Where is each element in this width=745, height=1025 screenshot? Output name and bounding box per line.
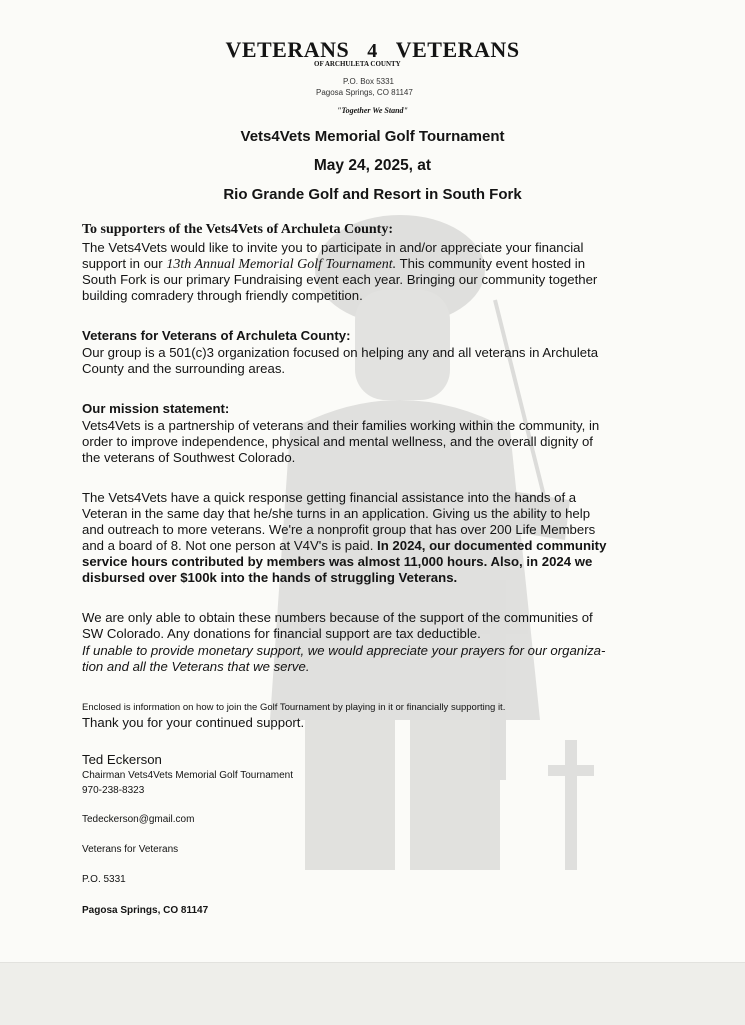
signer-city: Pagosa Springs, CO 81147 (82, 905, 209, 916)
organization-name: VETERANS 4 VETERANS (225, 37, 520, 62)
intro-line-4: building comradery through friendly competition. (82, 288, 363, 303)
signer-phone: 970-238-8323 (82, 785, 145, 796)
event-date: May 24, 2025, at (313, 157, 432, 174)
about-line-2: County and the surrounding areas. (82, 361, 286, 376)
signer-name: Ted Eckerson (82, 752, 162, 767)
signer-organization: Veterans for Veterans (82, 844, 179, 855)
enclosed-note: Enclosed is information on how to join the Golf Tournament by playing in it or financially supporting it. (82, 702, 506, 713)
response-line-6: disbursed over $100k into the hands of struggling Veterans. (82, 570, 458, 585)
mission-line-2: order to improve independence, physical and mental wellness, and the overall dignity of (82, 434, 593, 449)
scan-margin (0, 962, 745, 1025)
signer-email: Tedeckerson@gmail.com (82, 814, 195, 825)
support-line-1: We are only able to obtain these numbers because of the support of the communities of (82, 610, 593, 625)
support-line-4: tion and all the Veterans that we serve. (82, 659, 310, 674)
event-title: Vets4Vets Memorial Golf Tournament (240, 128, 505, 145)
motto: "Together We Stand" (337, 106, 408, 115)
mission-line-3: the veterans of Southwest Colorado. (82, 450, 296, 465)
organization-subtitle: OF ARCHULETA COUNTY (314, 60, 401, 68)
intro-line-1: The Vets4Vets would like to invite you to participate in and/or appreciate your financial (82, 240, 584, 255)
mission-line-1: Vets4Vets is a partnership of veterans and their families working within the community, in (82, 418, 600, 433)
thank-you-line: Thank you for your continued support. (82, 715, 305, 730)
response-line-5: service hours contributed by members was almost 11,000 hours. Also, in 2024 we (82, 554, 593, 569)
intro-line-3: South Fork is our primary Fundraising event each year. Bringing our community together (82, 272, 598, 287)
response-line-4: and a board of 8. Not one person at V4V's is paid. In 2024, our documented community (82, 538, 607, 553)
about-line-1: Our group is a 501(c)3 organization focused on helping any and all veterans in Archuleta (82, 345, 599, 360)
po-box: P.O. Box 5331 (343, 77, 394, 86)
city-state: Pagosa Springs, CO 81147 (316, 88, 413, 97)
intro-line-2: support in our 13th Annual Memorial Golf Tournament. This community event hosted in (82, 256, 586, 272)
event-venue: Rio Grande Golf and Resort in South Fork (223, 186, 522, 203)
response-line-1: The Vets4Vets have a quick response getting financial assistance into the hands of a (82, 490, 577, 505)
mission-heading: Our mission statement: (82, 401, 230, 416)
signer-title: Chairman Vets4Vets Memorial Golf Tournament (82, 770, 294, 781)
intro-heading: To supporters of the Vets4Vets of Archuleta County: (82, 222, 394, 237)
support-line-3: If unable to provide monetary support, we would appreciate your prayers for our organiza- (82, 643, 606, 658)
about-heading: Veterans for Veterans of Archuleta County: (82, 328, 351, 343)
response-line-3: and outreach to more veterans. We're a nonprofit group that has over 200 Life Members (82, 522, 596, 537)
response-line-2: Veteran in the same day that he/she turns in an application. Giving us the ability to help (82, 506, 591, 521)
signer-po-box: P.O. 5331 (82, 874, 126, 885)
support-line-2: SW Colorado. Any donations for financial support are tax deductible. (82, 626, 481, 641)
